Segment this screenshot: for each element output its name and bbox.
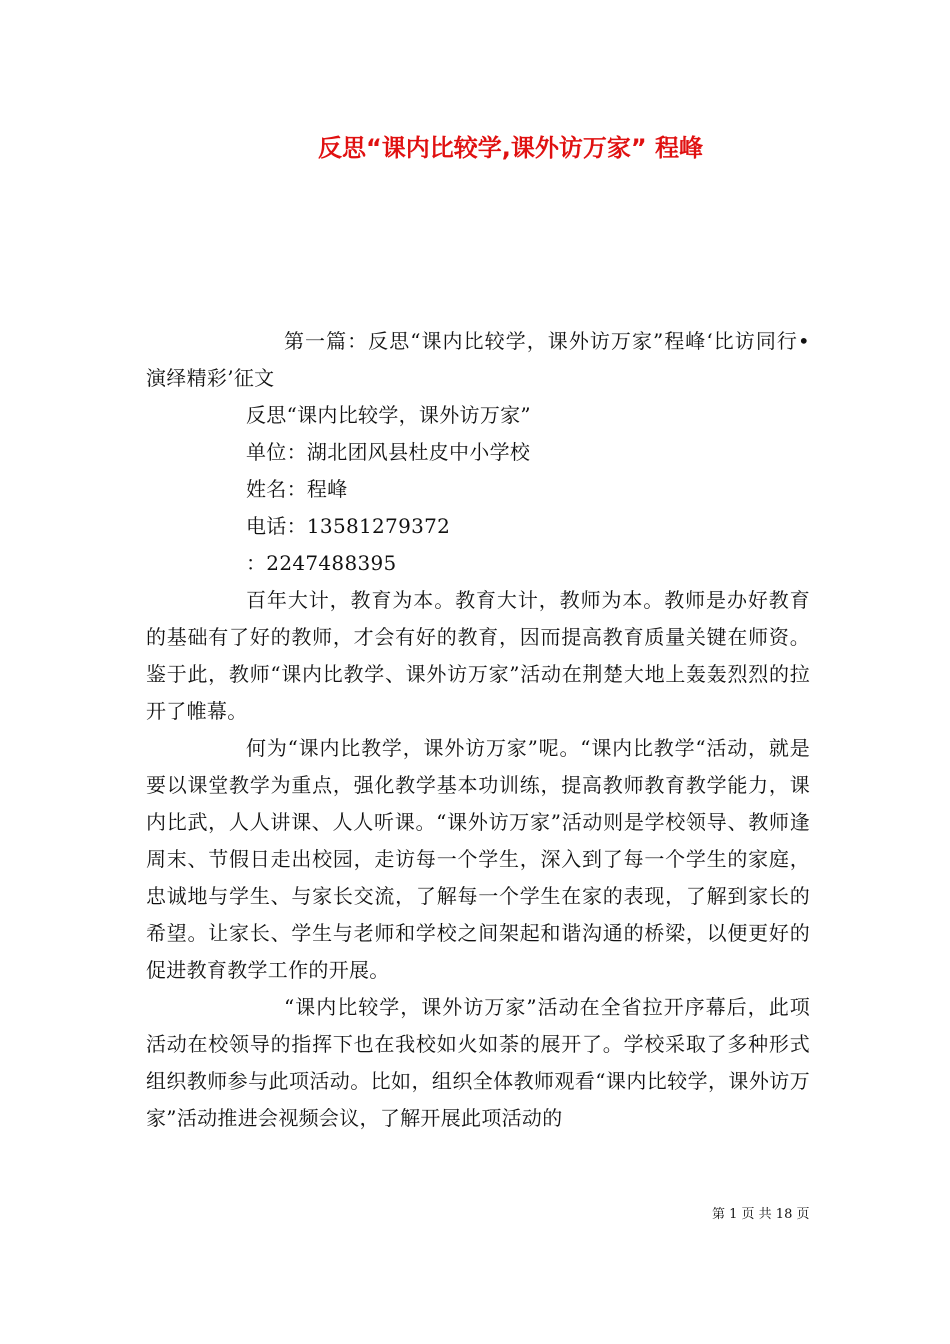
paragraph-name: 姓名：程峰	[246, 477, 348, 501]
paragraph-qq: ：2247488395	[246, 551, 397, 575]
paragraph-subtitle: 反思“课内比较学，课外访万家”	[246, 403, 531, 427]
document-title: 反思“课内比较学,课外访万家” 程峰	[318, 134, 704, 162]
paragraph-phone: 电话：13581279372	[246, 514, 451, 538]
document-body	[146, 323, 810, 1137]
paragraph-definition: 何为“课内比教学，课外访万家”呢。“课内比教学“活动，就是要以课堂教学为重点，强化教学基本功训练，提高教师教育教学能力，课内比武，人人讲课、人人听课。“课外访万家”活动则是学校领导、教师逢周末、节假日走出校园，走访每一个学生，深入到了每一个学生的家庭，忠诚地与学生、与家长交流，了解每一个学生在家的表现，了解到家长的希望。让家长、学生与老师和学校之间架起和谐沟通的桥梁，以便更好的促进教育教学工作的开展。	[146, 736, 810, 982]
paragraph-unit: 单位：湖北团风县杜皮中小学校	[246, 440, 531, 464]
paragraph-intro: 百年大计，教育为本。教育大计，教师为本。教师是办好教育的基础有了好的教师，才会有好的教育，因而提高教育质量关键在师资。鉴于此，教师“课内比教学、课外访万家”活动在荆楚大地上轰轰烈烈的拉开了帷幕。	[146, 588, 810, 723]
page-footer: 第 1 页 共 18 页	[712, 1207, 810, 1222]
paragraph-activity: “课内比较学，课外访万家”活动在全省拉开序幕后，此项活动在校领导的指挥下也在我校如火如荼的展开了。学校采取了多种形式组织教师参与此项活动。比如，组织全体教师观看“课内比较学，课外访万家”活动推进会视频会议，了解开展此项活动的	[146, 995, 810, 1130]
paragraph-heading: 第一篇：反思“课内比较学，课外访万家”程峰‘比访同行•演绎精彩’征文	[146, 329, 810, 390]
